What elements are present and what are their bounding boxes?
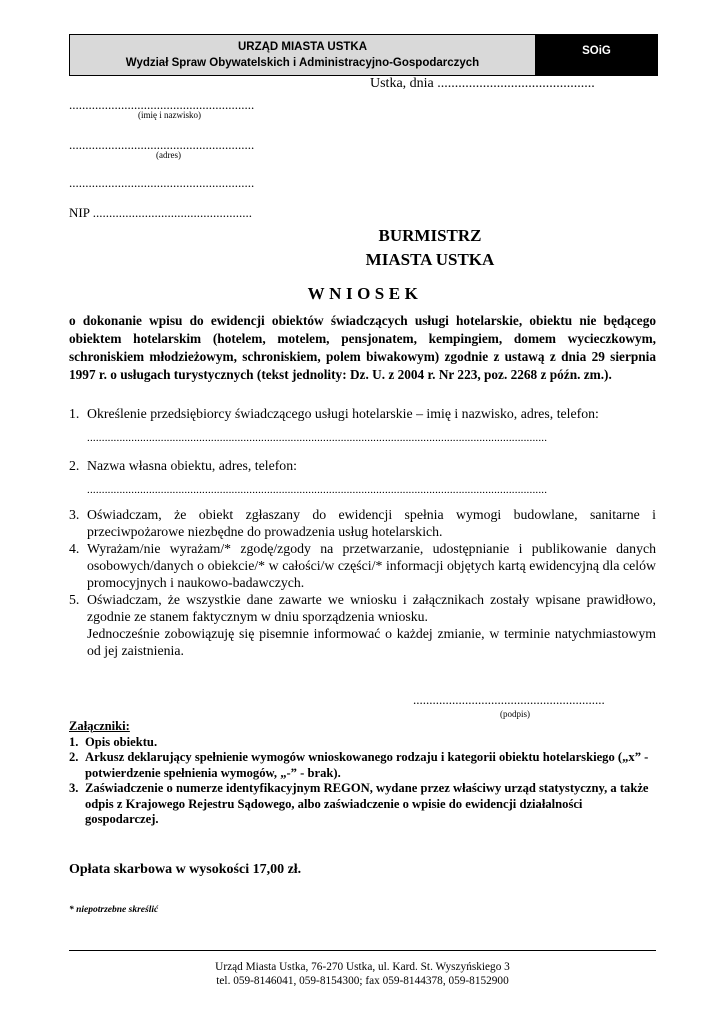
item-text: Nazwa własna obiektu, adres, telefon: bbox=[87, 458, 297, 473]
signature-caption: (podpis) bbox=[500, 709, 530, 719]
footer-address: Urząd Miasta Ustka, 76-270 Ustka, ul. Kard. St. Wyszyńskiego 3 bbox=[215, 961, 510, 973]
item-number: 2. bbox=[69, 458, 80, 473]
name-field-line: ......................................................... bbox=[69, 97, 255, 112]
attachment-number: 2. bbox=[69, 750, 79, 764]
fill-line-1: ............................................................................................................................................................ bbox=[87, 432, 548, 444]
recipient-line-1: BURMISTRZ bbox=[378, 226, 482, 245]
fee-note: Opłata skarbowa w wysokości 17,00 zł. bbox=[69, 862, 302, 877]
application-subject: o dokonanie wpisu do ewidencji obiektów świadczących usługi hotelarskie, obiektu nie będącego obiektem hotelarskim (hotelem, motelem, pensjonatem, kempingiem, domem wycieczkowym, schroniskiem młodzieżowym, schroniskiem, polem biwakowym) zgodnie z ustawą z dnia 29 sierpnia 1997 r. o usługach turystycznych (tekst jednolity: Dz. U. z 2004 r. Nr 223, poz. 2268 z późn. zm.). bbox=[69, 313, 656, 382]
item-2 bbox=[69, 457, 656, 474]
item-1 bbox=[69, 405, 656, 422]
name-caption: (imię i nazwisko) bbox=[138, 110, 201, 120]
document-title: WNIOSEK bbox=[307, 284, 423, 303]
address-extra-line: ......................................................... bbox=[69, 175, 255, 190]
attachments-heading: Załączniki: bbox=[69, 719, 130, 733]
attachment-item bbox=[69, 735, 659, 751]
attachment-number: 1. bbox=[69, 734, 79, 749]
attachment-item bbox=[69, 781, 659, 828]
footer-divider bbox=[69, 950, 656, 951]
header-box bbox=[69, 34, 658, 76]
footer bbox=[69, 960, 656, 988]
attachment-text: Zaświadczenie o numerze identyfikacyjnym REGON, wydane przez właściwy urząd statystyczny, a także odpis z Krajowego Rejestru Sądowego, albo zaświadczenie o wpisie do ewidencji działalności gospodarczej. bbox=[85, 781, 649, 826]
item-text: Oświadczam, że obiekt zgłaszany do ewidencji spełnia wymogi budowlane, sanitarne i przeciwpożarowe niezbędne do prowadzenia usług hotelarskich. bbox=[87, 507, 656, 539]
attachment-number: 3. bbox=[69, 781, 79, 795]
address-caption: (adres) bbox=[156, 150, 181, 160]
fill-line-2: ............................................................................................................................................................ bbox=[87, 484, 548, 496]
address-field-line: ......................................................... bbox=[69, 137, 255, 152]
footer-contact: tel. 059-8146041, 059-8154300; fax 059-8144378, 059-8152900 bbox=[216, 975, 509, 987]
item-3 bbox=[69, 506, 656, 540]
item-text: Wyrażam/nie wyrażam/* zgodę/zgody na przetwarzanie, udostępnianie i publikowanie danych osobowych/danych o obiekcie/* w całości/w części/* informacji objętych kartą ewidencyjną dla celów promocyjnych i naukowo-badawczych. bbox=[87, 541, 656, 590]
office-name: URZĄD MIASTA USTKA bbox=[237, 41, 368, 53]
item-number: 1. bbox=[69, 406, 80, 421]
attachment-text: Opis obiektu. bbox=[85, 734, 158, 749]
nip-field-line: NIP ................................................. bbox=[69, 205, 252, 220]
signature-line: ........................................................... bbox=[413, 692, 605, 707]
attachment-text: Arkusz deklarujący spełnienie wymogów wnioskowanego rodzaju i kategorii obiektu hotelarskiego („x” - potwierdzenie spełnienia wymogów, „-” - brak). bbox=[85, 750, 649, 780]
place-date-line: Ustka, dnia ............................................. bbox=[370, 76, 595, 91]
recipient-block bbox=[300, 224, 560, 272]
item-text: Oświadczam, że wszystkie dane zawarte we wniosku i załącznikach zostały wpisane prawidłowo, zgodnie ze stanem faktycznym w dniu sporządzenia wniosku. bbox=[87, 592, 656, 624]
item-number: 3. bbox=[69, 507, 80, 522]
attachments-section bbox=[69, 719, 659, 828]
attachment-item bbox=[69, 750, 659, 781]
item-text-continued: Jednocześnie zobowiązuję się pisemnie informować o każdej zmianie, w terminie natychmiastowym od jej zaistnienia. bbox=[87, 626, 656, 658]
item-4 bbox=[69, 540, 656, 591]
department-code: SOiG bbox=[536, 35, 657, 75]
item-number: 5. bbox=[69, 592, 80, 607]
department-name: Wydział Spraw Obywatelskich i Administracyjno-Gospodarczych bbox=[125, 57, 480, 69]
header-office-block bbox=[70, 35, 536, 75]
footnote: * niepotrzebne skreślić bbox=[69, 905, 159, 915]
item-5 bbox=[69, 591, 656, 659]
item-text: Określenie przedsiębiorcy świadczącego usługi hotelarskie – imię i nazwisko, adres, telefon: bbox=[87, 406, 599, 421]
recipient-line-2: MIASTA USTKA bbox=[365, 250, 495, 269]
item-number: 4. bbox=[69, 541, 80, 556]
